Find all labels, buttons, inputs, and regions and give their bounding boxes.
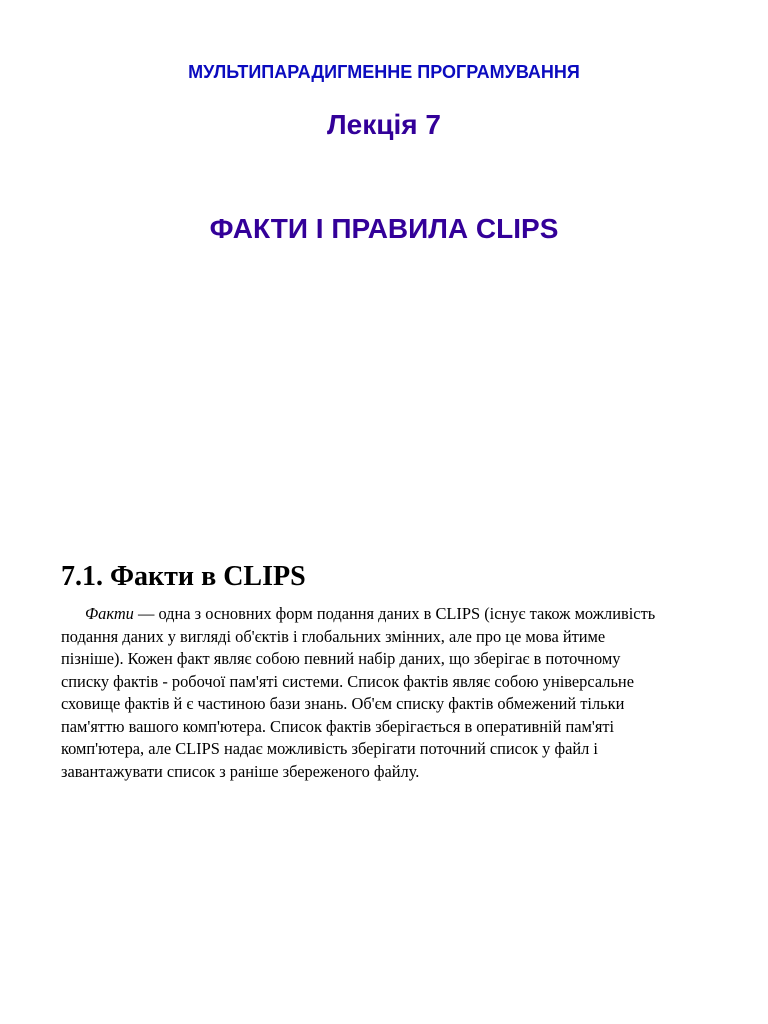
paragraph-line: списку фактів - робочої пам'яті системи. Список фактів являє собою універсальне (61, 671, 634, 691)
paragraph-line: пам'яттю вашого комп'ютера. Список фактів зберігається в оперативній пам'яті (61, 716, 615, 736)
paragraph-line: комп'ютера, але CLIPS надає можливість зберігати поточний список у файл і (61, 739, 598, 758)
paragraph-line: пізніше). Кожен факт являє собою певний набір даних, що зберігає в поточному (61, 649, 621, 668)
topic-title: ФАКТИ І ПРАВИЛА CLIPS (209, 213, 559, 244)
section-paragraph (61, 603, 711, 783)
paragraph-line-text: — одна з основних форм подання даних в CLIPS (існує також можливість (133, 604, 656, 623)
lecture-title: Лекція 7 (327, 109, 441, 140)
course-title: МУЛЬТИПАРАДИГМЕННЕ ПРОГРАМУВАННЯ (188, 62, 580, 82)
lead-term: Факти (85, 604, 134, 623)
paragraph-line: завантажувати список з раніше збереженого файлу. (61, 761, 420, 781)
section-heading: 7.1. Факти в CLIPS (61, 561, 306, 592)
paragraph-line (61, 603, 711, 626)
paragraph-line: подання даних у вигляді об'єктів і глобальних змінних, але про це мова йтиме (61, 626, 606, 646)
paragraph-line: сховище фактів й є частиною бази знань. Об'єм списку фактів обмежений тільки (61, 694, 625, 713)
